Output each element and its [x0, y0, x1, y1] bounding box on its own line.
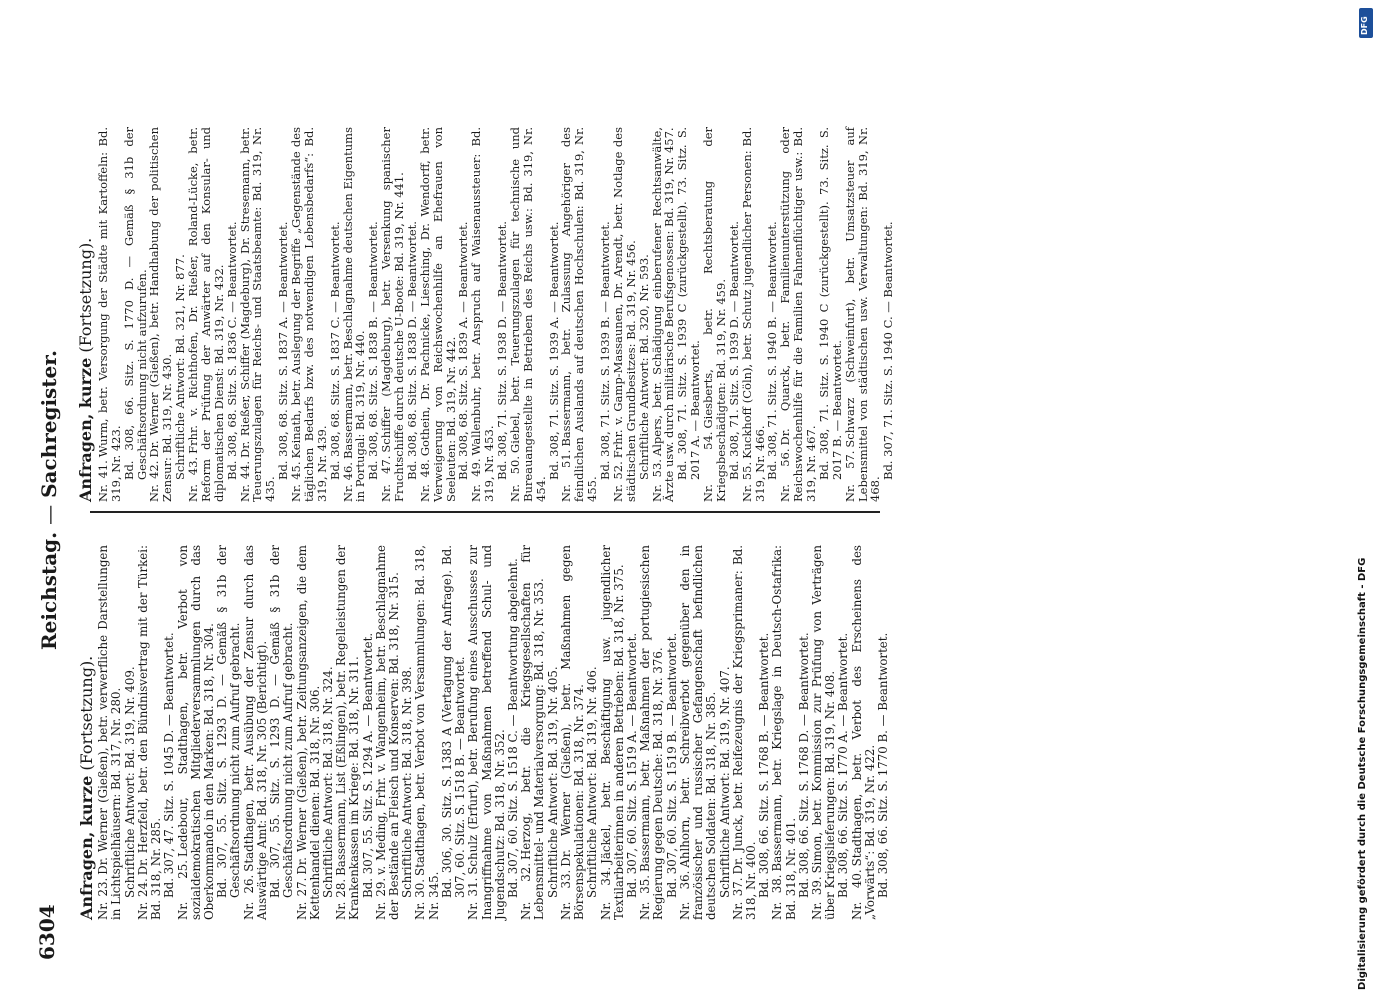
index-entry — [243, 545, 296, 920]
entry-answer: Schriftliche Antwort: Bd. 319, Nr. 406. — [585, 666, 600, 898]
entry-number: Nr. 55. — [739, 461, 754, 502]
entry-number: Nr. 39. — [810, 876, 825, 920]
entry-answer: Bd. 308, 68. Sitz. S. 1838 B. — Beantwortet. — [366, 221, 381, 480]
entry-answer: Bd. 308, 71. Sitz. S. 1939 A. — Beantwortet. — [546, 221, 561, 480]
left-entry-list — [97, 545, 890, 920]
entry-number: Nr. 24. — [135, 878, 150, 920]
entry-answer: Schriftliche Antwort: Bd. 318, Nr. 324. — [320, 666, 335, 898]
index-entry — [779, 127, 843, 502]
entry-number: Nr. 25. — [175, 859, 190, 920]
entry-text: Giebel, betr. Teuerungszulagen für technische und Bureauangestellte in Betrieben des Reichs usw.: Bd. 319, Nr. 454. — [507, 127, 548, 502]
entry-number: Nr. 40. — [849, 869, 864, 920]
entry-answer: Bd. 308, 68. Sitz. S. 1836 C. — Beantwortet. — [224, 221, 239, 480]
entry-text: Kuckhoff (Cöln), betr. Schutz jugendlicher Personen: Bd. 319, Nr. 466. — [739, 127, 767, 502]
entry-text: v. Meding, Frhr. v. Wangenheim, betr. Beschlagnahme der Bestände an Fleisch und Konserven: Bd. 318, Nr. 315. — [373, 545, 402, 920]
index-entry — [560, 127, 612, 502]
index-entry — [639, 545, 679, 920]
entry-number: Nr. 50. — [507, 455, 522, 502]
entry-answer: Schriftliche Antwort: Bd. 319, Nr. 409. — [122, 666, 137, 898]
left-column — [77, 545, 891, 920]
entry-text: Bassermann, betr. Zulassung Angehöriger des feindlichen Auslands auf deutschen Hochschulen: Bd. 319, Nr. 455. — [559, 127, 600, 502]
index-entry — [137, 545, 177, 920]
right-column — [76, 126, 896, 502]
index-entry — [741, 127, 780, 502]
index-entry — [771, 545, 811, 920]
entry-answer: Bd. 308, 66. Sitz. S. 1768 D. — Beantwortet. — [796, 632, 811, 898]
entry-text: Dr. Rießer, Schiffer (Magdeburg), Dr. Stresemann, betr. Teuerungszulagen für Reichs- und Staatsbeamte: Bd. 319, Nr. 435. — [237, 127, 278, 502]
entry-text: Dr. Werner (Gießen), betr. Zeitungsanzeigen, die dem Kettenhandel dienen: Bd. 318, Nr. 306. — [294, 545, 322, 920]
entry-number: Nr. 29. — [373, 877, 388, 920]
index-entry — [851, 545, 891, 920]
entry-number: Nr. 30. — [413, 878, 428, 920]
index-entry — [419, 127, 471, 502]
entry-text: Dr. Herzfeld, betr. den Bündnisvertrag mit der Türkei: Bd. 318, Nr. 285. — [135, 545, 164, 920]
index-entry — [509, 127, 561, 502]
index-entry — [97, 127, 149, 502]
entry-answer: Bd. 308, 71. Sitz. S. 1940 B. — Beantwortet. — [765, 221, 780, 480]
entry-text: Stadthagen, betr. Ausübung der Zensur durch das Auswärtige Amt: Bd. 318, Nr. 305 (Berichtigt). — [241, 545, 269, 920]
running-head-dash: — — [37, 504, 61, 525]
running-head-left: Reichstag. — [37, 531, 61, 650]
entry-answer: Schriftliche Antwort: Bd. 320, Nr. 593. — [636, 254, 651, 480]
entry-number: Nr. 42. — [147, 460, 162, 502]
index-entry — [342, 127, 381, 502]
entry-answer: Bd. 308, 66. Sitz. S. 1770 B. — Beantwortet. — [876, 632, 891, 898]
entry-text: Wurm, betr. Versorgung der Städte mit Kartoffeln: Bd. 319, Nr. 423. — [95, 127, 123, 502]
entry-text: Ledebour, Stadthagen, betr. Verbot von sozialdemokratischen Mitgliederversammlungen durch das Oberkommando in den Marken: Bd. 318, Nr. 304. — [175, 545, 216, 920]
entry-text: Simon, betr. Kommission zur Prüfung von Verträgen über Kriegslieferungen: Bd. 319, Nr. 408. — [810, 545, 838, 920]
entry-text: Herzog, betr. die Kriegsgesellschaften für Lebensmittel- und Materialversorgung: Bd. 318, Nr. 353. — [519, 545, 547, 920]
entry-text: Frhr. v. Richthofen, Dr. Rießer, Roland-Lücke, betr. Reform der Prüfung der Anwärter auf den Konsular- und diplomatischen Dienst: Bd. 319, Nr. 432. — [186, 127, 226, 502]
entry-number: Nr. 47. — [379, 455, 394, 502]
entry-answer: Bd. 306, 30. Sitz. S. 1383 A (Vertagung der Anfrage). Bd. 307, 60. Sitz. S. 1518 B. — Beantwortet. — [439, 545, 468, 898]
running-head-right: Sachregister. — [37, 350, 61, 498]
right-column-heading — [76, 127, 95, 502]
digitization-credit — [1357, 10, 1377, 990]
entry-number: Nr. 43. — [186, 456, 200, 502]
index-entry — [187, 127, 239, 502]
entry-number: Nr. 28. — [334, 878, 349, 920]
entry-answer: Bd. 308, 71. Sitz. S. 1938 D. — Beantwortet. — [495, 221, 509, 480]
dfg-logo-text: DFG — [1360, 16, 1369, 35]
entry-text: Keinath, betr. Auslegung der Begriffe „Gegenstände des täglichen Bedarfs bzw. des notwendigen Lebensbedarfs“: Bd. 319, Nr. 439. — [289, 127, 329, 502]
entry-number: Nr. 56. — [778, 448, 793, 502]
entry-text: Ahlhorn, betr. Schreibverbot gegenüber den in französischer und russischer Gefangenschaft befindlichen deutschen Soldaten: Bd. 318, Nr. 385. — [677, 545, 719, 920]
entry-number: Nr. 53. — [649, 459, 664, 502]
entry-text: Dr. Junck, betr. Reifezeugnis der Kriegsprimaner: Bd. 318, Nr. 400. — [730, 545, 758, 920]
entry-text: Bassermann, betr. Kriegslage in Deutsch-Ostafrika: Bd. 318, Nr. 401. — [770, 545, 798, 920]
entry-answer: Bd. 308, 66. Sitz. S. 1770 A. — Beantwortet. — [836, 632, 851, 898]
entry-answer: Bd. 307, 71. Sitz. S. 1940 C. — Beantwortet. — [881, 221, 896, 480]
entry-answer: Bd. 307, 60. Sitz. S. 1519 B. — Beantwortet. — [664, 632, 679, 898]
left-heading-suffix: (Fortsetzung). — [77, 655, 96, 771]
entry-answer: Schriftliche Antwort: Bd. 319, Nr. 405. — [545, 666, 560, 898]
entry-text: Bassermann, betr. Maßnahmen der portugiesischen Regierung gegen Deutsche: Bd. 318, Nr. 376. — [638, 545, 666, 920]
entry-number: Nr. 35. — [638, 875, 653, 920]
entry-number: Nr. 44. — [237, 461, 252, 502]
index-entry — [380, 127, 419, 502]
index-entry — [239, 127, 291, 502]
index-entry — [844, 127, 896, 502]
entry-answer: Bd. 307, 55. Sitz. S. 1293 D. — Gemäß § 31b der Geschäftsordnung nicht zum Aufruf gebracht. — [268, 545, 296, 898]
left-column-heading — [77, 545, 96, 920]
index-entry — [470, 127, 509, 502]
entry-answer: Bd. 308, 71. Sitz. S. 1940 C (zurückgestellt). 73. Sitz. S. 2017 B. — Beantwortet. — [816, 127, 844, 480]
entry-number: Nr. 26. — [241, 874, 256, 920]
index-entry — [612, 127, 651, 502]
index-entry — [414, 545, 467, 920]
entry-answer: Bd. 308, 71. Sitz. S. 1939 C (zurückgestellt). 73. Sitz. S. 2017 A. — Beantwortet. — [675, 127, 703, 480]
credit-text: Digitalisierung gefördert durch die Deutsche Forschungsgemeinschaft - DFG — [1357, 557, 1368, 990]
entry-text: Jäckel, betr. Beschäftigung usw. jugendlicher Textilarbeiterinnen in anderen Betrieben: Bd. 318, Nr. 375. — [598, 545, 626, 920]
entry-number: Nr. 48. — [417, 459, 432, 502]
entry-text: Schiffer (Magdeburg), betr. Versenkung spanischer Fruchtschiffe durch deutsche U-Boote: Bd. 319, Nr. 441. — [379, 127, 406, 502]
entry-text: Stadthagen, betr. Verbot von Versammlungen: Bd. 318, Nr. 345. — [413, 545, 441, 920]
entry-number: Nr. 49. — [469, 458, 484, 502]
entry-number: Nr. 52. — [610, 461, 625, 502]
entry-answer: Bd. 308, 68. Sitz. S. 1839 A. — Beantwortet. — [456, 221, 471, 480]
entry-answer: Bd. 307, 55. Sitz. S. 1294 A. — Beantwortet. — [360, 632, 375, 898]
index-entry — [375, 545, 415, 920]
entry-number: Nr. 31. — [466, 877, 481, 920]
entry-number: Nr. 46. — [340, 462, 355, 502]
index-entry — [732, 545, 772, 920]
entry-number: Nr. 54. — [701, 431, 715, 502]
entry-number: Nr. 41. — [95, 460, 110, 502]
entry-text: Bassermann, List (Eßlingen), betr. Regelleistungen der Krankenkassen im Kriege: Bd. 318, Nr. 311. — [334, 545, 362, 920]
column-divider — [90, 512, 880, 514]
index-entry — [702, 127, 741, 502]
entry-text: Alpers, betr. Schädigung einberufener Rechtsanwälte, Ärzte usw. durch militärische Berufsgenossen: Bd. 319, Nr. 457. — [649, 126, 677, 502]
entry-text: Dr. Quarck, betr. Familienunterstützung oder Reichswochenhilfe für die Familien Fahnenflüchtiger usw.: Bd. 319, Nr. 467. — [778, 127, 818, 502]
entry-answer: Bd. 307, 47. Sitz. S. 1045 D. — Beantwortet. — [162, 632, 177, 898]
entry-answer: Bd. 308, 68. Sitz. S. 1837 C. — Beantwortet. — [327, 221, 342, 480]
index-entry — [296, 545, 336, 920]
entry-answer: Schriftliche Antwort: Bd. 319, Nr. 407. — [717, 666, 732, 898]
entry-answer: Bd. 307, 55. Sitz. S. 1293 D. — Gemäß § 31b der Geschäftsordnung nicht zum Aufruf gebracht. — [215, 545, 243, 898]
entry-text: Dr. Werner (Gießen), betr. Maßnahmen gegen Börsenspekulationen: Bd. 318, Nr. 374. — [558, 545, 587, 920]
entry-answer: Bd. 308, 66. Sitz. S. 1768 B. — Beantwortet. — [757, 632, 772, 898]
right-entry-list — [97, 127, 895, 502]
entry-number: Nr. 34. — [598, 866, 613, 920]
dfg-logo — [1359, 8, 1373, 38]
entry-number: Nr. 27. — [294, 877, 309, 920]
index-entry — [177, 545, 243, 920]
entry-text: Bassermann, betr. Beschlagnahme deutschen Eigentums in Portugal: Bd. 319, Nr. 440. — [340, 127, 368, 502]
entry-answer: Schriftliche Antwort: Bd. 321, Nr. 877. — [173, 254, 188, 480]
index-entry — [148, 127, 187, 502]
index-entry — [651, 127, 703, 502]
entry-text: Gothein, Dr. Pachnicke, Liesching, Dr. Wendorff, betr. Verweigerung von Reichswochenhilfe an Ehefrauen von Seeleuten: Bd. 319, Nr. 442. — [417, 127, 458, 502]
entry-text: Stadthagen, betr. Verbot des Erscheinens des „Vorwärts“: Bd. 319, Nr. 422. — [849, 545, 877, 920]
right-heading-suffix: (Fortsetzung). — [76, 237, 95, 353]
entry-text: Dr. Werner (Gießen), betr. Handhabung der politischen Zensur: Bd. 319, Nr. 430. — [147, 126, 175, 502]
entry-number: Nr. 32. — [519, 863, 534, 920]
entry-number: Nr. 45. — [289, 461, 303, 502]
entry-number: Nr. 33. — [558, 869, 573, 920]
entry-text: Wallenbuhr, betr. Anspruch auf Waisenaussteuer: Bd. 319, Nr. 453. — [469, 127, 497, 502]
entry-answer: Bd. 307, 60. Sitz. S. 1519 A. — Beantwortet. — [624, 632, 639, 898]
entry-number: Nr. 37. — [730, 877, 745, 920]
entry-text: Giesberts, betr. Rechtsberatung der Kriegsbeschädigten: Bd. 319, Nr. 459. — [701, 127, 728, 502]
index-entry — [679, 545, 732, 920]
index-entry — [335, 545, 375, 920]
index-entry — [290, 127, 342, 502]
entry-text: Dr. Werner (Gießen), betr. verwerfliche Darstellungen in Lichtspielhäusern: Bd. 317, Nr. 280. — [96, 545, 124, 920]
entry-answer: Bd. 308, 68. Sitz. S. 1837 A. — Beantwortet. — [276, 221, 291, 480]
entry-text: Schwarz (Schweinfurt), betr. Umsatzsteuer auf Lebensmittel von städtischen usw. Verwaltungen: Bd. 319, Nr. 468. — [842, 127, 883, 502]
entry-answer: Bd. 308, 68. Sitz. S. 1838 D. — Beantwortet. — [404, 221, 419, 480]
right-heading-title: Anfragen, kurze — [76, 357, 95, 502]
index-entry — [600, 545, 640, 920]
index-entry — [467, 545, 520, 920]
running-head — [37, 0, 61, 1000]
entry-answer: Bd. 308, 71. Sitz. S. 1939 D. — Beantwortet. — [726, 221, 741, 480]
entry-number: Nr. 57. — [842, 450, 857, 502]
index-entry — [97, 545, 137, 920]
entry-number: Nr. 51. — [559, 449, 574, 502]
index-entry — [560, 545, 600, 920]
left-heading-title: Anfragen, kurze — [77, 775, 96, 920]
entry-number: Nr. 23. — [96, 877, 111, 920]
entry-answer: Bd. 307, 60. Sitz. S. 1518 C. — Beantwortung abgelehnt. — [506, 558, 520, 898]
entry-number: Nr. 36. — [677, 870, 692, 920]
index-entry — [811, 545, 851, 920]
entry-answer: Bd. 308, 66. Sitz. S. 1770 D. — Gemäß § 31b der Geschäftsordnung nicht aufzurufen. — [121, 127, 149, 480]
entry-answer: Bd. 308, 71. Sitz. S. 1939 B. — Beantwortet. — [598, 221, 612, 480]
entry-number: Nr. 38. — [770, 874, 785, 920]
entry-text: Schulz (Erfurt), betr. Berufung eines Ausschusses zur Inangriffnahme von Maßnahmen betreffend Schul- und Jugendschutz: Bd. 318, Nr. 352. — [466, 545, 507, 920]
entry-answer: Schriftliche Antwort: Bd. 318, Nr. 398. — [400, 666, 415, 898]
page-number: 6304 — [35, 904, 59, 960]
index-entry — [520, 545, 560, 920]
entry-text: Frhr. v. Gamp-Massaunen, Dr. Arendt, betr. Notlage des städtischen Grundbesitzes: Bd. 319, Nr. 456. — [610, 127, 638, 502]
